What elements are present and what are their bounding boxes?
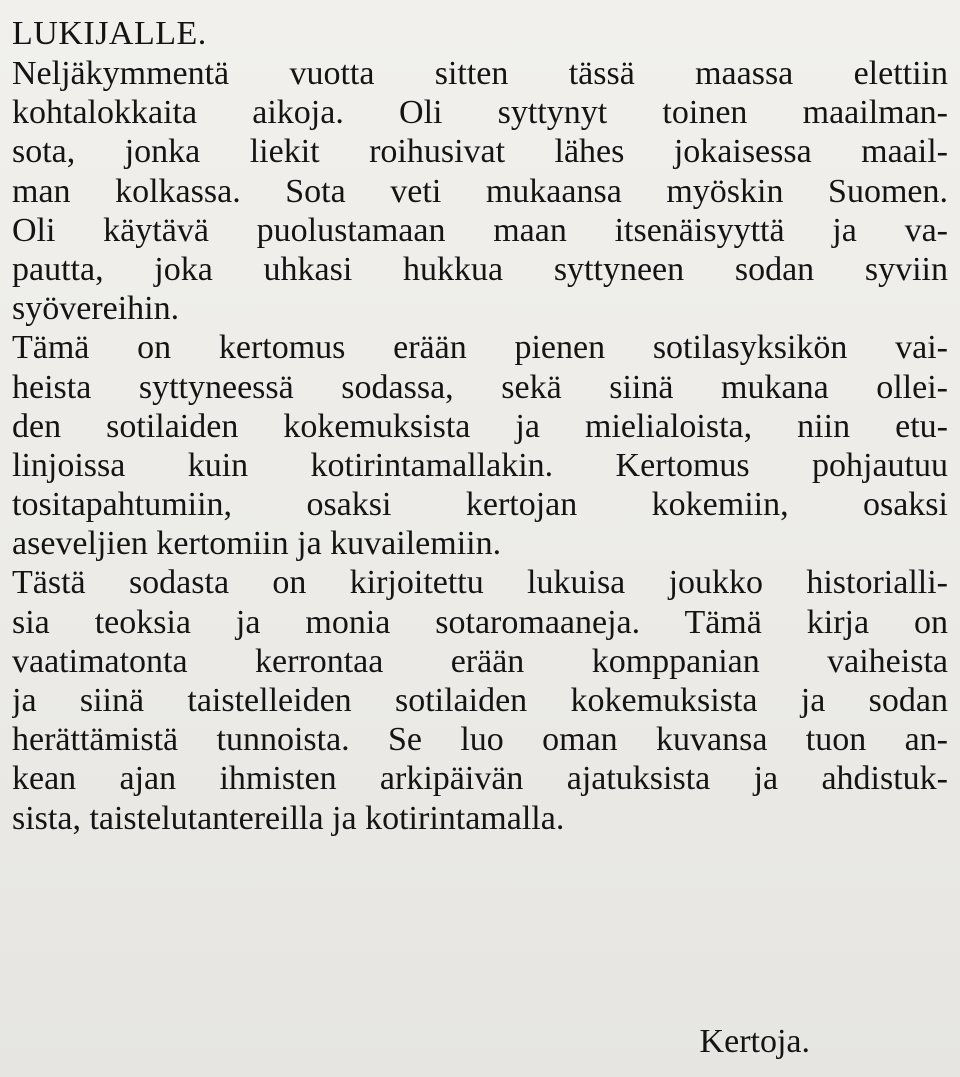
text-line: Oli käytävä puolustamaan maan itsenäisyyttä ja va-	[12, 211, 948, 249]
paragraph-1	[12, 54, 948, 328]
text-line: heista syttyneessä sodassa, sekä siinä mukana ollei-	[12, 368, 948, 406]
text-line: kean ajan ihmisten arkipäivän ajatuksista ja ahdistuk-	[12, 760, 948, 798]
text-line: kohtalokkaita aikoja. Oli syttynyt toinen maailman-	[12, 94, 948, 132]
text-line: Neljäkymmentä vuotta sitten tässä maassa elettiin	[12, 55, 948, 92]
text-line: sista, taistelutantereilla ja kotirintamalla.	[12, 799, 565, 837]
text-line: herättämistä tunnoista. Se luo oman kuvansa tuon an-	[12, 721, 948, 759]
text-line: syövereihin.	[12, 290, 180, 328]
text-line: vaatimatonta kerrontaa erään komppanian vaiheista	[12, 642, 948, 680]
text-line: aseveljien kertomiin ja kuvailemiin.	[12, 525, 502, 563]
text-line: ja siinä taistelleiden sotilaiden kokemuksista ja sodan	[12, 682, 948, 719]
text-line: den sotilaiden kokemuksista ja mielialoista, niin etu-	[12, 407, 948, 445]
text-line: linjoissa kuin kotirintamallakin. Kertomus pohjautuu	[12, 446, 948, 484]
page-title: LUKIJALLE.	[12, 15, 207, 52]
signature: Kertoja.	[699, 1023, 810, 1060]
text-line: Tästä sodasta on kirjoitettu lukuisa joukko historialli-	[12, 564, 948, 602]
text-line: pautta, joka uhkasi hukkua syttyneen sodan syviin	[12, 250, 948, 288]
text-line: man kolkassa. Sota veti mukaansa myöskin Suomen.	[12, 172, 948, 210]
text-line: tositapahtumiin, osaksi kertojan kokemiin, osaksi	[12, 486, 948, 524]
text-line: sia teoksia ja monia sotaromaaneja. Tämä kirja on	[12, 603, 948, 641]
paragraph-2	[12, 328, 948, 563]
text-line: sota, jonka liekit roihusivat lähes jokaisessa maail-	[12, 133, 948, 171]
text-line: Tämä on kertomus erään pienen sotilasyksikön vai-	[12, 329, 948, 367]
paragraph-3	[12, 563, 948, 837]
